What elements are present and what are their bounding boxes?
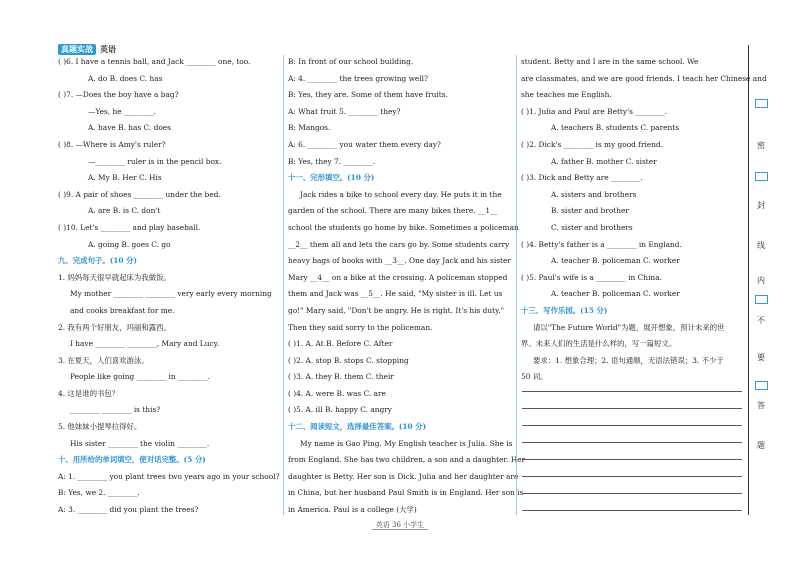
text-line: A: 4. ________ the trees growing well? [288, 73, 428, 83]
text-line: heavy bags of books with __3__. One day Jack and his sister [288, 256, 511, 266]
seal-char: 密 [757, 141, 765, 150]
writing-line[interactable] [522, 493, 742, 494]
text-line: Mary __4__ on a bike at the crossing. A policeman stopped [288, 272, 508, 282]
section-heading: 十一、完形填空。(10 分) [288, 173, 375, 183]
text-line: A. do B. does C. has [88, 73, 163, 83]
section-heading: 十二、阅读短文，选择最佳答案。(10 分) [288, 422, 427, 432]
seal-char: 不 [757, 316, 765, 325]
seal-char: 线 [757, 241, 765, 250]
text-line: B: Yes, they are. Some of them have fruits. [288, 90, 448, 100]
text-line: 5. 他妹妹小提琴拉得好。 [58, 422, 142, 432]
writing-line[interactable] [522, 476, 742, 477]
column-middle [288, 54, 526, 519]
seal-line-sidebar [748, 45, 769, 515]
text-line: 2. 我有两个好朋友，玛丽和露西。 [58, 322, 171, 332]
page-footer [0, 520, 800, 530]
text-line: B: Mangos. [288, 123, 331, 133]
text-line: in America. Paul is a college (大学) [288, 505, 417, 515]
text-line: ( )5. Paul's wife is a ________ in China. [521, 272, 662, 282]
text-line: school the students go home by bike. Sometimes a policeman [288, 222, 519, 232]
text-line: 1. 妈妈每天很早就起床为我做饭。 [58, 272, 171, 282]
text-line: A. have B. has C. does [88, 123, 171, 133]
text-line: Then they said sorry to the policeman. [288, 322, 433, 332]
column-divider [516, 55, 517, 515]
text-line: A. sisters and brothers [551, 189, 637, 199]
text-line: Jack rides a bike to school every day. He puts it in the [300, 189, 502, 199]
text-line: go!" Mary said, "Don't be angry. He is right. It's his duty." [288, 305, 505, 315]
binding-hole-mark [755, 172, 768, 181]
seal-char: 题 [757, 441, 765, 450]
text-line: My name is Gao Ping. My English teacher is Julia. She is [300, 438, 513, 448]
section-heading: 九、完成句子。(10 分) [58, 256, 137, 266]
section-heading: 十三、写作乐园。(15 分) [521, 305, 608, 315]
column-left [58, 54, 278, 519]
column-right [521, 54, 767, 386]
text-line: ( )4. Betty's father is a ________ in England. [521, 239, 682, 249]
text-line: B: Yes, we 2. ________. [58, 488, 140, 498]
text-line: are classmates, and we are good friends. I teach her Chinese and [521, 73, 767, 83]
text-line: ( )3. Dick and Betty are ________. [521, 173, 643, 183]
text-line: __2__ them all and lets the cars go by. Some students carry [288, 239, 510, 249]
text-line: in China, but her husband Paul Smith is in England. Her son is [288, 488, 524, 498]
seal-char: 要 [757, 353, 765, 362]
text-line: ( )6. I have a tennis ball, and Jack ________ one, too. [58, 57, 251, 66]
text-line: A. are B. is C. don't [88, 206, 161, 216]
text-line: ( )2. A. stop B. stops C. stopping [288, 355, 409, 365]
text-line: A. teachers B. students C. parents [551, 123, 680, 133]
header-badge: 真题实战 [58, 44, 96, 55]
text-line: ( )2. Dick's ________ is my good friend. [521, 139, 664, 149]
text-line: A: 1. ________ you plant trees two years ago in your school? [58, 471, 280, 481]
text-line: A. teacher B. policeman C. worker [551, 256, 680, 266]
text-line: ( )9. A pair of shoes ________ under the bed. [58, 189, 221, 199]
text-line: 请以"The Future World"为题，展开想象，预计未来的世 [533, 322, 725, 332]
binding-hole-mark [755, 381, 768, 390]
writing-line[interactable] [522, 459, 742, 460]
text-line: 界、未来人们的生活是什么样的，写一篇短文。 [521, 339, 677, 349]
text-line: People like going ________ in ________. [70, 372, 210, 382]
seal-char: 封 [757, 201, 765, 210]
writing-line[interactable] [522, 391, 742, 392]
text-line: ( )10. Let's ________ and play baseball. [58, 222, 201, 232]
text-line: —________ ruler is in the pencil box. [88, 156, 222, 166]
text-line: from England. She has two children, a son and a daughter. Her [288, 455, 526, 465]
seal-char: 内 [757, 276, 765, 285]
writing-line[interactable] [522, 408, 742, 409]
text-line: A. father B. mother C. sister [551, 156, 657, 166]
seal-char: 答 [757, 401, 765, 410]
binding-hole-mark [755, 99, 768, 108]
text-line: ( )3. A. they B. them C. their [288, 372, 394, 382]
text-line: ( )8. —Where is Amy's ruler? [58, 139, 166, 149]
text-line: B. sister and brother [551, 206, 629, 216]
page-number: 英语 36 小学生 [372, 521, 428, 530]
text-line: she teaches me English. [521, 90, 612, 100]
text-line: ( )5. A. ill B. happy C. angry [288, 405, 392, 415]
text-line: ( )7. —Does the boy have a bag? [58, 90, 179, 100]
text-line: C. sister and brothers [551, 222, 633, 232]
text-line: 4. 这是谁的书包？ [58, 388, 120, 398]
text-line: ( )1. A. At B. Before C. After [288, 339, 393, 349]
text-line: A. teacher B. policeman C. worker [551, 289, 680, 299]
text-line: —Yes, he ________. [88, 106, 156, 116]
text-line: 50 词。 [521, 372, 548, 382]
text-line: and cooks breakfast for me. [70, 305, 175, 315]
text-line: 3. 在夏天，人们喜欢游泳。 [58, 355, 149, 365]
text-line: ( )4. A. were B. was C. are [288, 388, 386, 398]
text-line: garden of the school. There are many bikes there. __1__ [288, 206, 498, 216]
binding-hole-mark [755, 295, 768, 304]
text-line: I have ________ ________, Mary and Lucy. [70, 339, 220, 349]
writing-line[interactable] [522, 442, 742, 443]
writing-line[interactable] [522, 425, 742, 426]
text-line: them and Jack was __5__. He said, "My sister is ill. Let us [288, 289, 503, 299]
text-line: A: What fruit 5. ________ they? [288, 106, 401, 116]
text-line: A: 3. ________ did you plant the trees? [58, 505, 199, 515]
section-heading: 十、用所给的单词填空，使对话完整。(5 分) [58, 455, 206, 465]
text-line: ( )1. Julia and Paul are Betty's ________. [521, 106, 668, 116]
text-line: ________ ________ is this? [70, 405, 161, 415]
text-line: My mother ________ ________ very early every morning [70, 289, 272, 299]
text-line: student. Betty and I are in the same school. We [521, 57, 699, 66]
text-line: His sister ________ the violin ________. [70, 438, 210, 448]
text-line: A. going B. goes C. go [88, 239, 171, 249]
text-line: B: In front of our school building. [288, 57, 414, 66]
writing-line[interactable] [522, 510, 742, 511]
text-line: A: 6. ________ you water them every day? [288, 139, 441, 149]
text-line: B: Yes, they 7. ________. [288, 156, 376, 166]
text-line: A. My B. Her C. His [88, 173, 162, 183]
text-line: 要求：1. 想象合理；2. 语句通顺，无语法错误；3. 不少于 [533, 355, 724, 365]
column-divider [283, 55, 284, 515]
text-line: daughter is Betty. Her son is Dick. Julia and her daughter are [288, 471, 519, 481]
header-subject: 英语 [100, 44, 116, 54]
